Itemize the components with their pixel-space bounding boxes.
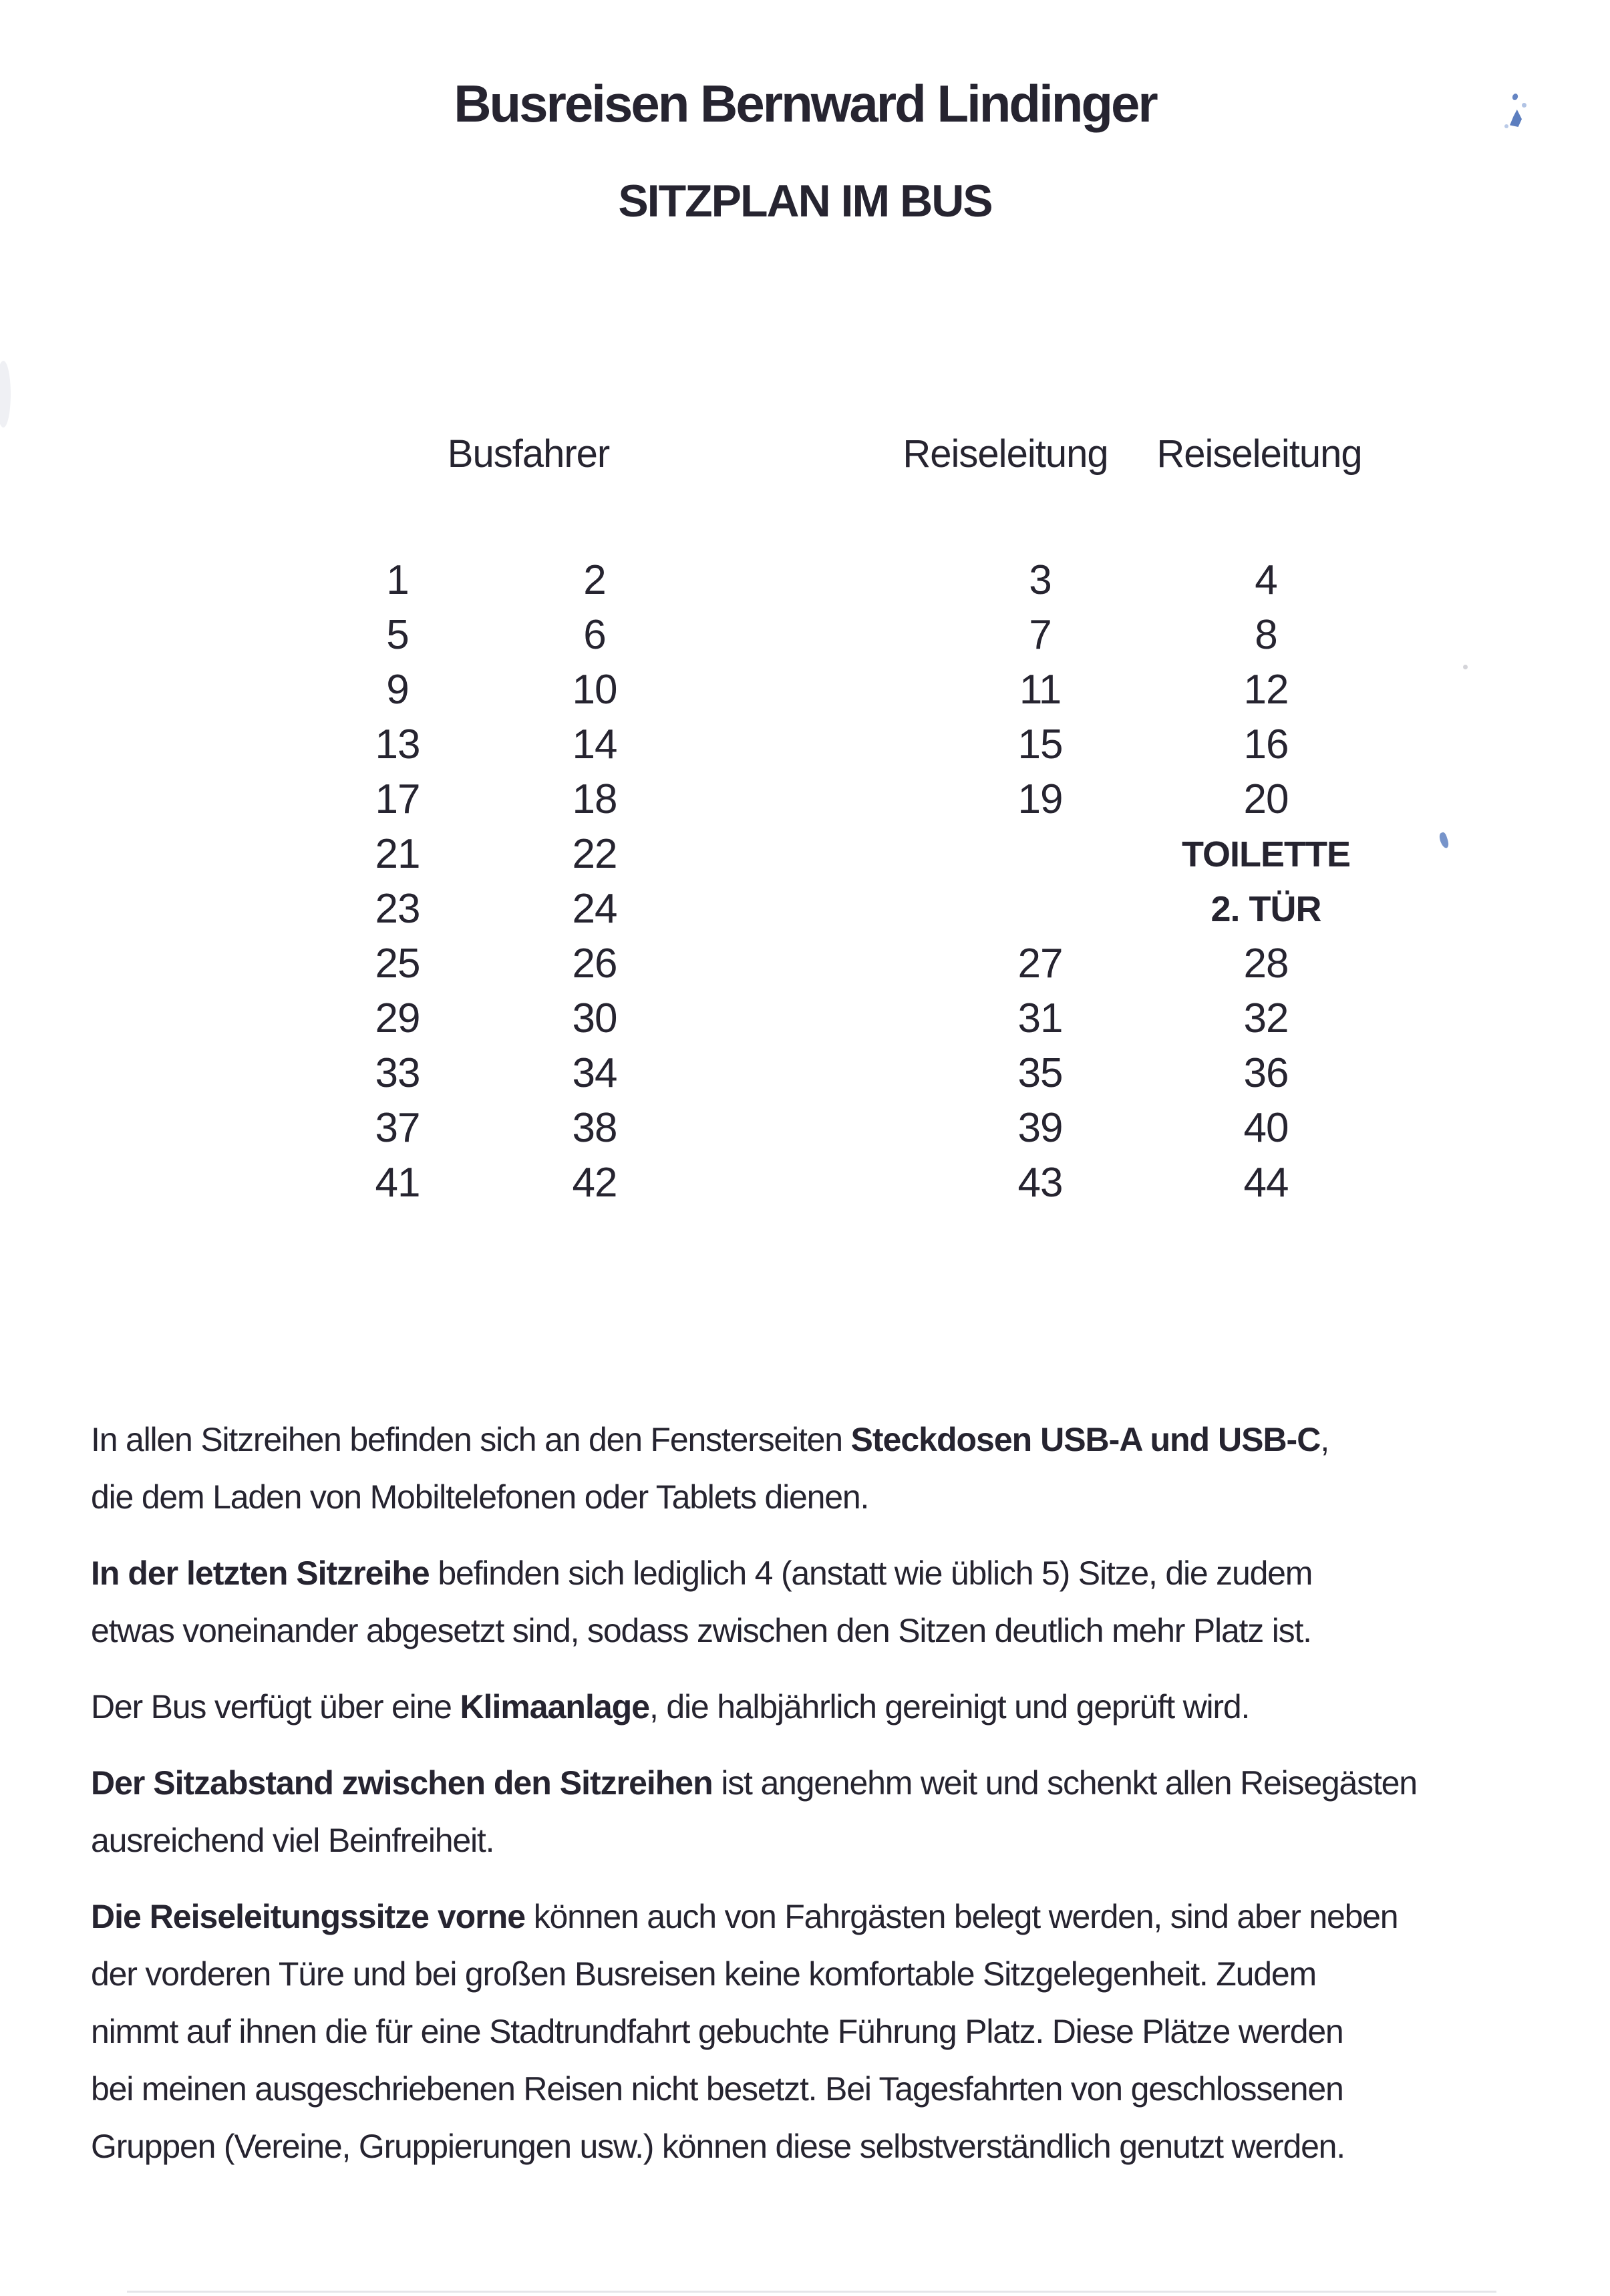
seat-number: 16 — [1243, 721, 1289, 768]
seat-grid-headers — [0, 431, 1610, 478]
seat-number: 30 — [572, 995, 617, 1041]
note-paragraph — [91, 1754, 1534, 1869]
seat-number: 25 — [375, 941, 420, 987]
seat-number: 39 — [1017, 1105, 1063, 1151]
seat-number: 20 — [1243, 776, 1289, 822]
seat-number: 42 — [572, 1160, 617, 1206]
seat-number: 2 — [583, 557, 606, 603]
note-text: , — [1320, 1421, 1329, 1458]
seat-number: 6 — [583, 612, 606, 658]
seat-area-label: TOILETTE — [1181, 834, 1351, 874]
note-paragraph — [91, 1411, 1534, 1526]
tour-guide-column-header-left: Reiseleitung — [903, 432, 1108, 476]
seat-area-label: 2. TÜR — [1211, 889, 1321, 929]
page-subtitle: SITZPLAN IM BUS — [618, 176, 992, 226]
note-text-bold: In der letzten Sitzreihe — [91, 1554, 430, 1592]
seat-row — [0, 663, 1610, 717]
seat-number: 40 — [1243, 1105, 1289, 1151]
note-text: ausreichend viel Beinfreiheit. — [91, 1822, 494, 1859]
seat-row — [0, 717, 1610, 772]
note-line — [91, 2118, 1534, 2175]
seat-number: 24 — [572, 886, 617, 932]
seat-number: 5 — [386, 612, 409, 658]
note-text: ist angenehm weit und schenkt allen Reisegästen — [712, 1764, 1417, 1802]
note-line — [91, 1754, 1534, 1812]
seat-row — [0, 937, 1610, 991]
note-text: etwas voneinander abgesetzt sind, sodass zwischen den Sitzen deutlich mehr Platz ist. — [91, 1612, 1311, 1649]
seat-number: 14 — [572, 721, 617, 768]
note-line — [91, 1411, 1534, 1468]
note-text: In allen Sitzreihen befinden sich an den Fensterseiten — [91, 1421, 851, 1458]
seat-number: 26 — [572, 941, 617, 987]
seat-row — [0, 608, 1610, 663]
seat-number: 13 — [375, 721, 420, 768]
note-text-bold: Der Sitzabstand zwischen den Sitzreihen — [91, 1764, 713, 1802]
seat-number: 34 — [572, 1050, 617, 1096]
note-text: Gruppen (Vereine, Gruppierungen usw.) können diese selbstverständlich genutzt werden. — [91, 2128, 1345, 2165]
note-line — [91, 1678, 1534, 1736]
note-paragraph — [91, 1888, 1534, 2175]
seat-number: 9 — [386, 667, 409, 713]
seat-number: 3 — [1029, 557, 1052, 603]
note-text: nimmt auf ihnen die für eine Stadtrundfahrt gebuchte Führung Platz. Diese Plätze werden — [91, 2013, 1343, 2050]
notes-section — [91, 1411, 1534, 2194]
seat-number: 27 — [1017, 941, 1063, 987]
seat-number: 37 — [375, 1105, 420, 1151]
seat-number: 41 — [375, 1160, 420, 1206]
seat-row — [0, 553, 1610, 608]
note-text: Der Bus verfügt über eine — [91, 1688, 460, 1726]
seat-row — [0, 1156, 1610, 1210]
seat-number: 31 — [1017, 995, 1063, 1041]
seat-number: 33 — [375, 1050, 420, 1096]
note-text-bold: Steckdosen USB-A und USB-C — [850, 1421, 1321, 1458]
seat-number: 18 — [572, 776, 617, 822]
seat-row — [0, 991, 1610, 1046]
note-text: der vorderen Türe und bei großen Busreisen keine komfortable Sitzgelegenheit. Zudem — [91, 1955, 1316, 1993]
seat-number: 44 — [1243, 1160, 1289, 1206]
seat-number: 28 — [1243, 941, 1289, 987]
seat-number: 7 — [1029, 612, 1052, 658]
seat-number: 4 — [1255, 557, 1277, 603]
seat-number: 19 — [1017, 776, 1063, 822]
seat-number: 12 — [1243, 667, 1289, 713]
seat-row — [0, 882, 1610, 937]
note-text-bold: Die Reiseleitungssitze vorne — [91, 1898, 526, 1935]
seat-number: 23 — [375, 886, 420, 932]
seat-number: 10 — [572, 667, 617, 713]
note-text: , die halbjährlich gereinigt und geprüft wird. — [649, 1688, 1250, 1726]
seat-grid — [0, 553, 1610, 1210]
tour-guide-column-header-right: Reiseleitung — [1156, 432, 1362, 476]
note-line — [91, 2003, 1534, 2060]
note-paragraph — [91, 1544, 1534, 1659]
scan-edge-line — [127, 2291, 1496, 2293]
note-text: die dem Laden von Mobiltelefonen oder Tablets dienen. — [91, 1478, 869, 1516]
seat-number: 11 — [1019, 667, 1062, 713]
note-text: bei meinen ausgeschriebenen Reisen nicht besetzt. Bei Tagesfahrten von geschlossenen — [91, 2070, 1343, 2108]
note-line — [91, 1602, 1534, 1659]
seat-number: 21 — [375, 831, 420, 877]
note-line — [91, 1468, 1534, 1526]
note-line — [91, 2060, 1534, 2118]
seat-number: 32 — [1243, 995, 1289, 1041]
seat-row — [0, 1101, 1610, 1156]
seat-number: 17 — [375, 776, 420, 822]
seat-number: 15 — [1017, 721, 1063, 768]
seat-number: 1 — [386, 557, 409, 603]
seat-number: 35 — [1017, 1050, 1063, 1096]
seat-number: 22 — [572, 831, 617, 877]
note-text-bold: Klimaanlage — [460, 1688, 650, 1726]
seat-number: 38 — [572, 1105, 617, 1151]
seat-row — [0, 1046, 1610, 1101]
seat-number: 8 — [1255, 612, 1277, 658]
seat-number: 43 — [1017, 1160, 1063, 1206]
seat-row — [0, 772, 1610, 827]
seat-number: 36 — [1243, 1050, 1289, 1096]
note-line — [91, 1888, 1534, 1945]
note-text: befinden sich lediglich 4 (anstatt wie üblich 5) Sitze, die zudem — [429, 1554, 1313, 1592]
note-paragraph — [91, 1678, 1534, 1736]
note-line — [91, 1945, 1534, 2003]
note-text: können auch von Fahrgästen belegt werden, sind aber neben — [525, 1898, 1398, 1935]
note-line — [91, 1812, 1534, 1869]
seat-number: 29 — [375, 995, 420, 1041]
page-title: Busreisen Bernward Lindinger — [454, 74, 1156, 133]
scan-smudge — [0, 361, 11, 428]
driver-column-header: Busfahrer — [447, 432, 610, 476]
note-line — [91, 1544, 1534, 1602]
seat-row — [0, 827, 1610, 882]
